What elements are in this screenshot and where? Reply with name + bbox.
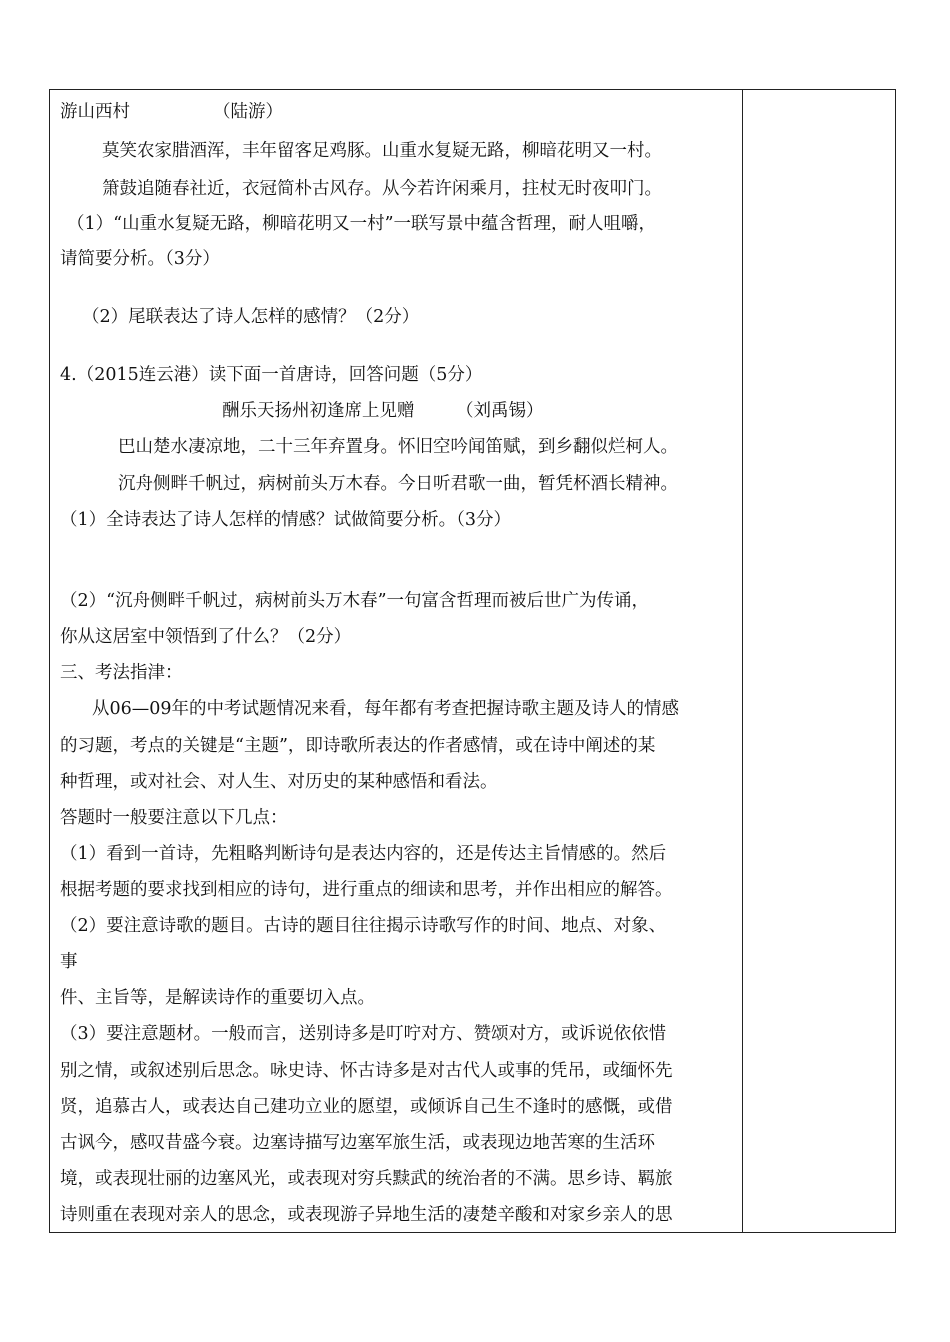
section3-p1-line1: 从06—09年的中考试题情况来看，每年都有考查把握诗歌主题及诗人的情感 (92, 699, 680, 719)
section3-p1-line3: 种哲理，或对社会、对人生、对历史的某种感悟和看法。 (60, 772, 498, 792)
section3-p1-line2: 的习题，考点的关键是“主题”，即诗歌所表达的作者感情，或在诗中阐述的某 (60, 736, 656, 756)
q4-poem-line1: 巴山楚水凄凉地，二十三年弃置身。怀旧空吟闻笛赋，到乡翻似烂柯人。 (118, 437, 678, 457)
section3-p5-line3: 贤，追慕古人，或表达自己建功立业的愿望，或倾诉自己生不逢时的感慨，或借 (60, 1097, 673, 1117)
poem1-line2: 箫鼓追随春社近，衣冠简朴古风存。从今若许闲乘月，拄杖无时夜叩门。 (102, 179, 662, 199)
section3-p4-line1: （2）要注意诗歌的题目。古诗的题目往往揭示诗歌写作的时间、地点、对象、 (60, 916, 667, 936)
q4-poem-line2: 沉舟侧畔千帆过，病树前头万木春。今日听君歌一曲，暂凭杯酒长精神。 (118, 474, 678, 494)
section3-title: 三、考法指津： (60, 663, 183, 683)
q4-poem-title: 酬乐天扬州初逢席上见赠 (222, 401, 415, 421)
q4-poem-author: （刘禹锡） (456, 401, 544, 421)
poem1-question2: （2）尾联表达了诗人怎样的感情？（2分） (82, 307, 420, 327)
section3-p4-line2: 事 (60, 952, 78, 972)
section3-p5-line1: （3）要注意题材。一般而言，送别诗多是叮咛对方、赞颂对方，或诉说依依惜 (60, 1024, 667, 1044)
section3-p4-line3: 件、主旨等，是解读诗作的重要切入点。 (60, 988, 375, 1008)
q4-subquestion1: （1）全诗表达了诗人怎样的情感？试做简要分析。（3分） (60, 510, 512, 530)
q4-heading: 4.（2015连云港）读下面一首唐诗，回答问题（5分） (60, 365, 483, 385)
notes-column-divider (742, 89, 743, 1233)
poem1-line1: 莫笑农家腊酒浑，丰年留客足鸡豚。山重水复疑无路，柳暗花明又一村。 (102, 141, 662, 161)
poem1-question1: （1）“山重水复疑无路，柳暗花明又一村”一联写景中蕴含哲理，耐人咀嚼， (67, 214, 657, 234)
section3-p5-line2: 别之情，或叙述别后思念。咏史诗、怀古诗多是对古代人或事的凭吊，或缅怀先 (60, 1061, 673, 1081)
section3-p2: 答题时一般要注意以下几点： (60, 808, 288, 828)
section3-p5-line6: 诗则重在表现对亲人的思念，或表现游子异地生活的凄楚辛酸和对家乡亲人的思 (60, 1205, 673, 1225)
section3-p3-line2: 根据考题的要求找到相应的诗句，进行重点的细读和思考，并作出相应的解答。 (60, 880, 673, 900)
section3-p5-line4: 古讽今，感叹昔盛今衰。边塞诗描写边塞军旅生活，或表现边地苦寒的生活环 (60, 1133, 655, 1153)
q4-subquestion2: （2）“沉舟侧畔千帆过，病树前头万木春”一句富含哲理而被后世广为传诵， (60, 591, 650, 611)
poem1-question1-cont: 请简要分析。（3分） (60, 249, 220, 269)
section3-p3-line1: （1）看到一首诗，先粗略判断诗句是表达内容的，还是传达主旨情感的。然后 (60, 844, 667, 864)
q4-subquestion2-cont: 你从这居室中领悟到了什么？（2分） (60, 627, 352, 647)
poem1-author: （陆游） (213, 102, 283, 122)
section3-p5-line5: 境，或表现壮丽的边塞风光，或表现对穷兵黩武的统治者的不满。思乡诗、羁旅 (60, 1169, 673, 1189)
poem1-title: 游山西村 (60, 102, 130, 122)
